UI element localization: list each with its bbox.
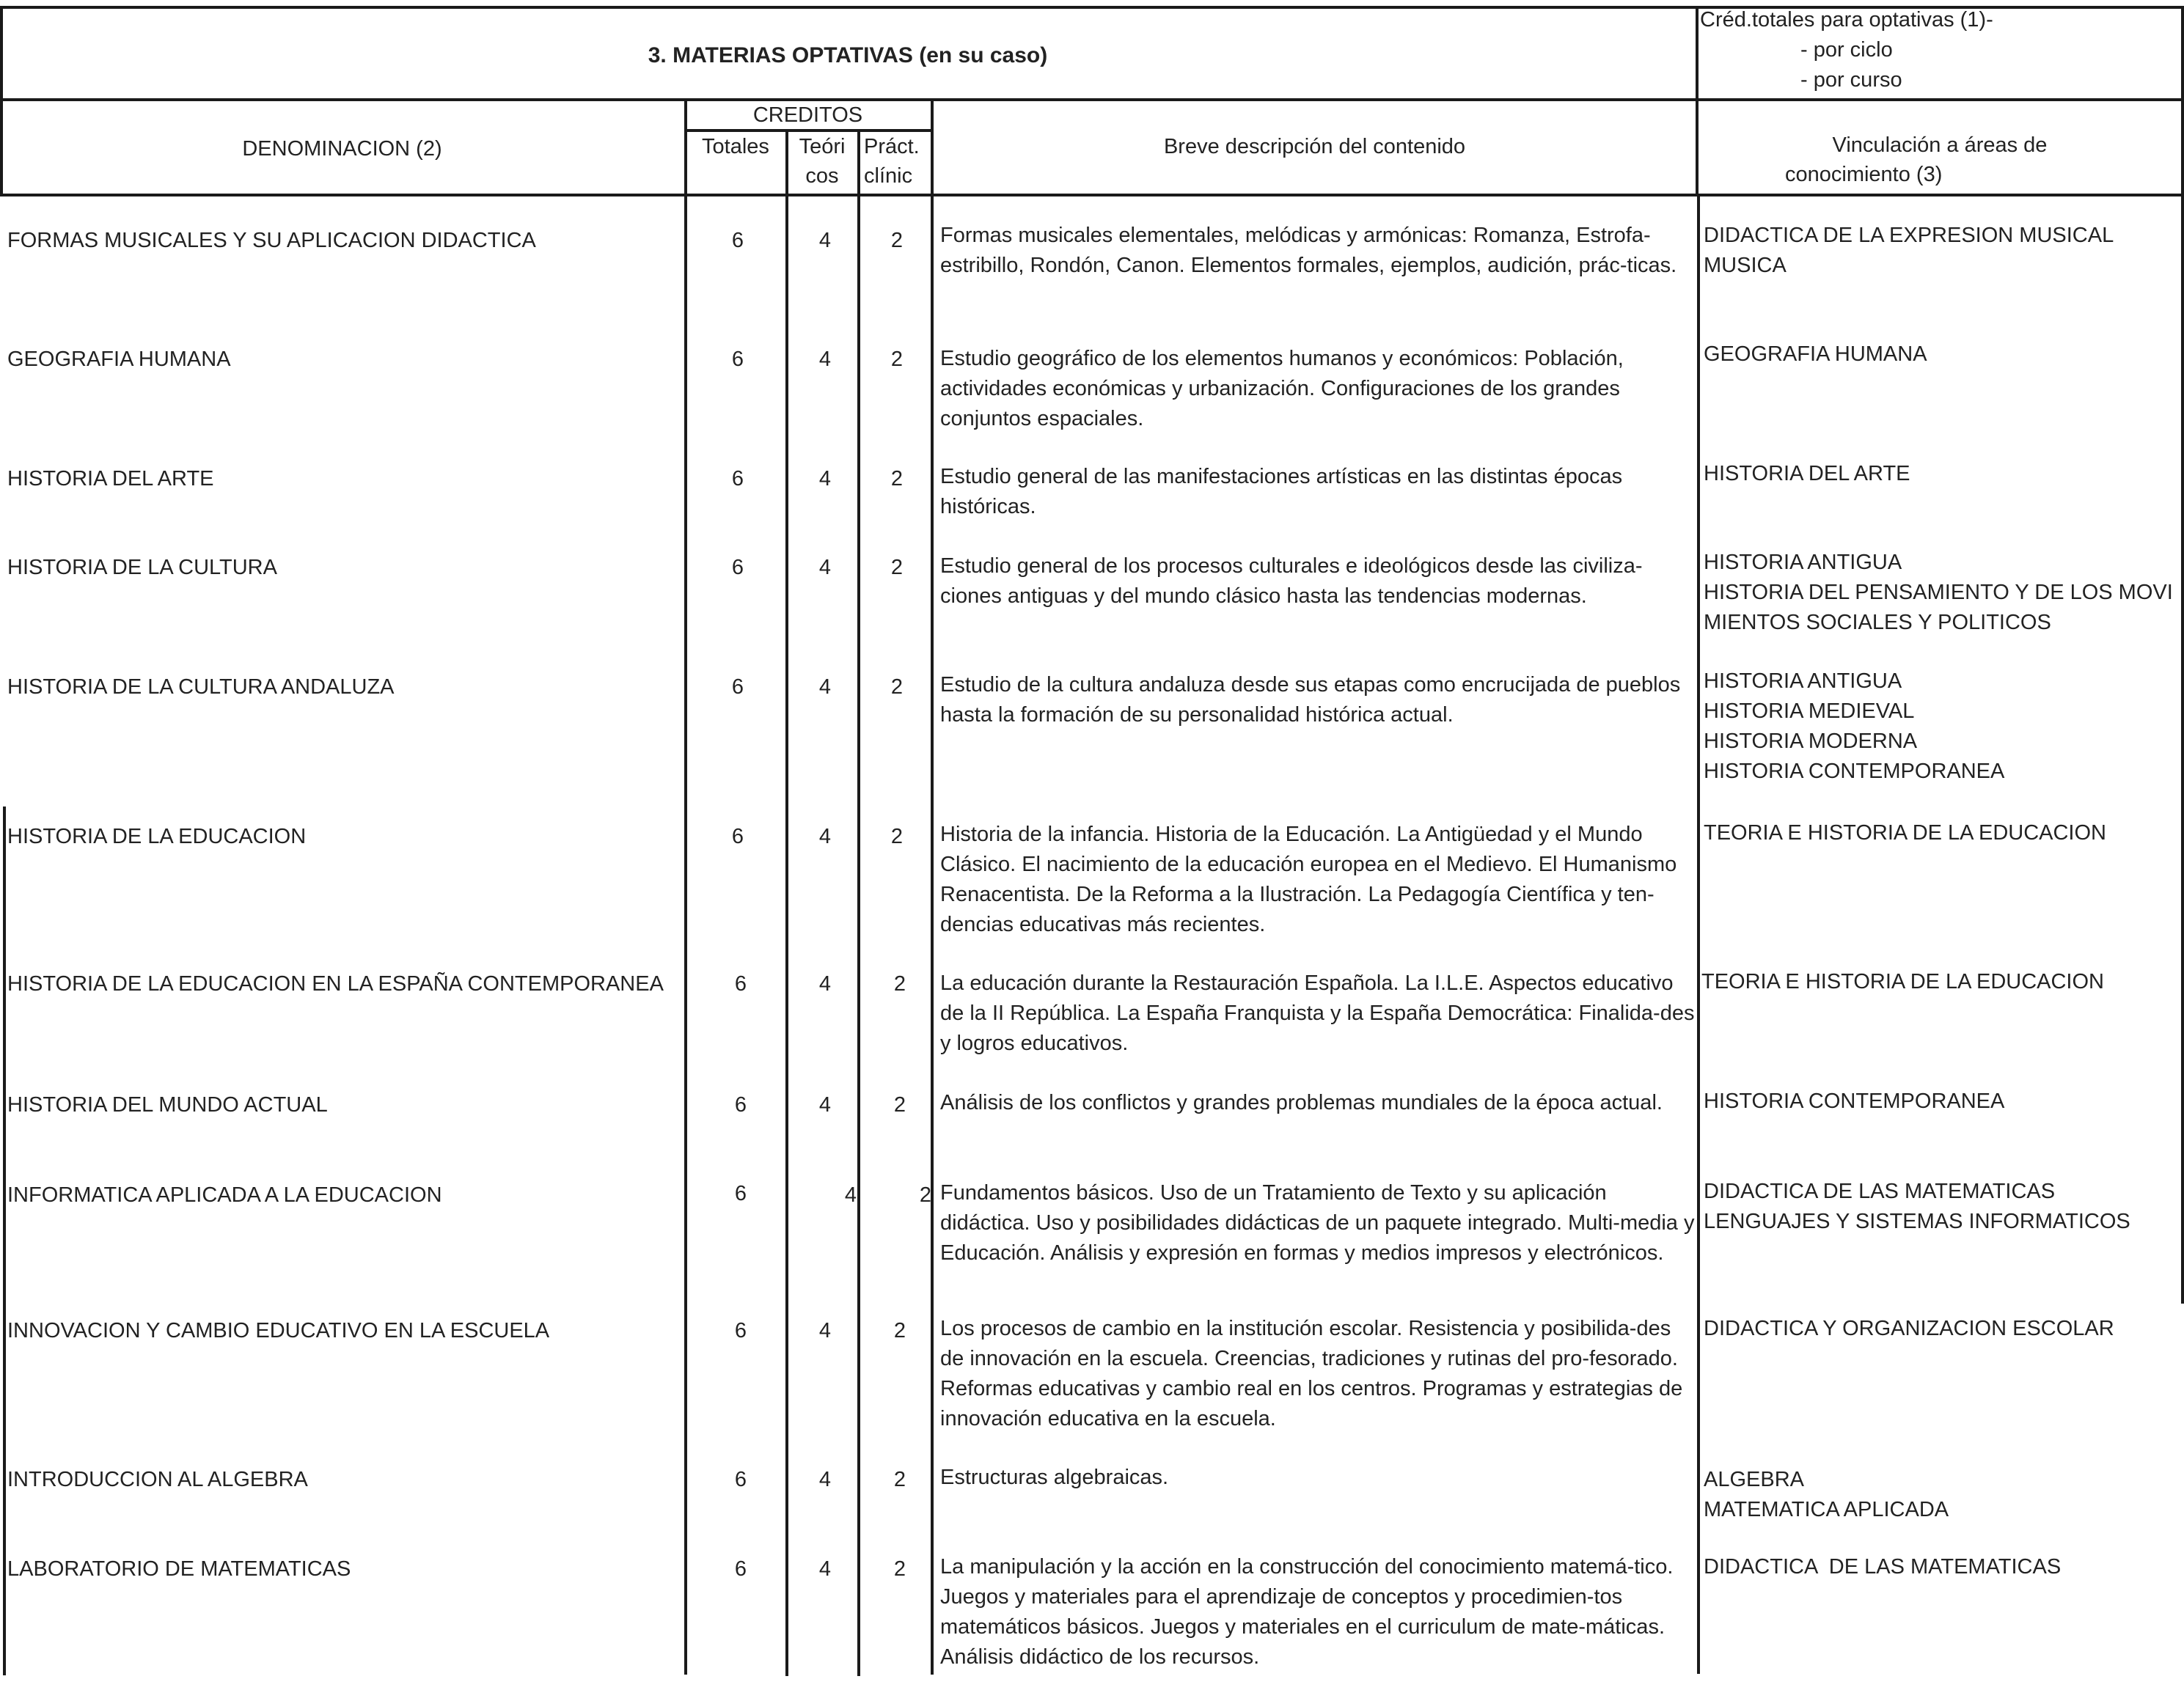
subject-description: Estructuras algebraicas. bbox=[940, 1466, 1169, 1489]
credits-practicos: 2 bbox=[919, 1183, 932, 1207]
knowledge-areas: DIDACTICA DE LAS MATEMATICAS LENGUAJES Y SISTEMAS INFORMATICOS bbox=[1704, 1180, 2130, 1233]
practicos-header-line-2: clínic bbox=[864, 164, 913, 188]
subject-description: Estudio geográfico de los elementos humanos y económicos: Población, actividades económicas y urbanización. Configuraciones de los grandes conjuntos espaciales. bbox=[940, 347, 1624, 430]
knowledge-areas: DIDACTICA DE LA EXPRESION MUSICAL MUSICA bbox=[1704, 224, 2114, 277]
knowledge-areas: TEORIA E HISTORIA DE LA EDUCACION bbox=[1701, 970, 2104, 993]
teoricos-left-border bbox=[785, 129, 788, 1676]
subject-name: GEOGRAFIA HUMANA bbox=[7, 348, 231, 371]
vinculacion-header-line-2: conocimiento (3) bbox=[1785, 163, 1943, 186]
subject-description: Los procesos de cambio en la institución escolar. Resistencia y posibilida-des de innovación en la escuela. Creencias, tradiciones y rutinas del pro-fesorado. Reformas educativas y cambio real en los centros. Programas y estrategias de innovación educativa en la escuela. bbox=[940, 1317, 1683, 1430]
credits-totales: 6 bbox=[734, 1557, 747, 1581]
descripcion-header: Breve descripción del contenido bbox=[1163, 135, 1466, 158]
credits-practicos: 2 bbox=[893, 1557, 906, 1581]
credits-practicos: 2 bbox=[890, 348, 904, 371]
vinculacion-column-border bbox=[1696, 6, 1699, 196]
subject-name: FORMAS MUSICALES Y SU APLICACION DIDACTICA bbox=[7, 229, 536, 252]
creditos-note-line-1: Créd.totales para optativas (1)- bbox=[1700, 8, 1993, 32]
credits-totales: 6 bbox=[734, 1182, 747, 1205]
table-left-border-lower bbox=[3, 807, 6, 1675]
teoricos-header-line-2: cos bbox=[805, 164, 839, 188]
credits-practicos: 2 bbox=[890, 556, 904, 579]
credits-totales: 6 bbox=[734, 1319, 747, 1342]
credits-totales: 6 bbox=[734, 972, 747, 996]
totales-left-border bbox=[684, 98, 687, 1675]
subject-name: LABORATORIO DE MATEMATICAS bbox=[7, 1557, 351, 1581]
knowledge-areas: HISTORIA CONTEMPORANEA bbox=[1704, 1090, 2005, 1113]
table-right-border bbox=[2181, 6, 2184, 1304]
subject-description: Estudio general de las manifestaciones artísticas en las distintas épocas históricas. bbox=[940, 465, 1623, 518]
subject-name: HISTORIA DE LA CULTURA ANDALUZA bbox=[7, 675, 395, 699]
knowledge-areas: HISTORIA ANTIGUA HISTORIA MEDIEVAL HISTORIA MODERNA HISTORIA CONTEMPORANEA bbox=[1704, 669, 2005, 783]
knowledge-areas: HISTORIA ANTIGUA HISTORIA DEL PENSAMIENTO Y DE LOS MOVI MIENTOS SOCIALES Y POLITICOS bbox=[1704, 551, 2173, 634]
credits-teoricos: 4 bbox=[818, 675, 832, 699]
credits-totales: 6 bbox=[731, 675, 744, 699]
subject-name: HISTORIA DE LA CULTURA bbox=[7, 556, 277, 579]
subject-description: Historia de la infancia. Historia de la Educación. La Antigüedad y el Mundo Clásico. El nacimiento de la educación europea en el Medievo. El Humanismo Renacentista. De la Reforma a la Ilustración. La Pedagogía Científica y ten-dencias educativas más recientes. bbox=[940, 823, 1677, 936]
subject-description: La manipulación y la acción en la construcción del conocimiento matemá-tico. Juegos y materiales para el aprendizaje de conceptos y procedimien-tos matemáticos básicos. Juegos y materiales en el curriculum de mate-máticas. Análisis didáctico de los recursos. bbox=[940, 1555, 1674, 1669]
credits-teoricos: 4 bbox=[844, 1183, 857, 1207]
knowledge-areas: TEORIA E HISTORIA DE LA EDUCACION bbox=[1704, 821, 2106, 845]
credits-totales: 6 bbox=[731, 556, 744, 579]
credits-teoricos: 4 bbox=[818, 556, 832, 579]
credits-practicos: 2 bbox=[890, 467, 904, 491]
credits-teoricos: 4 bbox=[818, 1319, 832, 1342]
teoricos-header-line-1: Teóri bbox=[799, 135, 846, 158]
credits-totales: 6 bbox=[731, 229, 744, 252]
totales-header: Totales bbox=[702, 135, 769, 158]
credits-teoricos: 4 bbox=[818, 972, 832, 996]
subject-name: INTRODUCCION AL ALGEBRA bbox=[7, 1468, 308, 1491]
vinculacion-header-line-1: Vinculación a áreas de bbox=[1832, 133, 2048, 157]
subject-name: HISTORIA DEL ARTE bbox=[7, 467, 214, 491]
credits-teoricos: 4 bbox=[818, 1557, 832, 1581]
practicos-left-border bbox=[857, 129, 860, 1676]
subject-description: Formas musicales elementales, melódicas y armónicas: Romanza, Estrofa-estribillo, Rondón, Canon. Elementos formales, ejemplos, audición, prác-ticas. bbox=[940, 224, 1677, 277]
subject-description: Estudio de la cultura andaluza desde sus etapas como encrucijada de pueblos hasta la formación de su personalidad histórica actual. bbox=[940, 673, 1681, 727]
table-left-border bbox=[0, 6, 3, 196]
credits-practicos: 2 bbox=[890, 675, 904, 699]
subject-name: HISTORIA DE LA EDUCACION EN LA ESPAÑA CONTEMPORANEA bbox=[7, 972, 664, 996]
practicos-header-line-1: Práct. bbox=[864, 135, 920, 158]
denominacion-header: DENOMINACION (2) bbox=[242, 137, 442, 161]
knowledge-areas: ALGEBRA MATEMATICA APLICADA bbox=[1704, 1468, 1949, 1521]
creditos-note-line-2: - por ciclo bbox=[1800, 38, 1893, 62]
knowledge-areas: DIDACTICA DE LAS MATEMATICAS bbox=[1704, 1555, 2062, 1579]
header-bottom-border bbox=[0, 194, 2184, 196]
credits-teoricos: 4 bbox=[818, 1093, 832, 1117]
subject-name: HISTORIA DEL MUNDO ACTUAL bbox=[7, 1093, 328, 1117]
creditos-note-line-3: - por curso bbox=[1800, 68, 1902, 92]
credits-teoricos: 4 bbox=[818, 467, 832, 491]
credits-teoricos: 4 bbox=[818, 825, 832, 848]
credits-practicos: 2 bbox=[890, 229, 904, 252]
descripcion-left-border bbox=[931, 98, 934, 1675]
knowledge-areas: DIDACTICA Y ORGANIZACION ESCOLAR bbox=[1704, 1317, 2114, 1340]
subject-description: La educación durante la Restauración Española. La I.L.E. Aspectos educativo de la II República. La España Franquista y la España Democrática: Finalida-des y logros educativos. bbox=[940, 971, 1695, 1055]
subject-description: Fundamentos básicos. Uso de un Tratamiento de Texto y su aplicación didáctica. Uso y posibilidades didácticas de un paquete integrado. Multi-media y Educación. Análisis y expresión en formas y medios impresos y electrónicos. bbox=[940, 1181, 1695, 1265]
subject-name: INNOVACION Y CAMBIO EDUCATIVO EN LA ESCUELA bbox=[7, 1319, 550, 1342]
credits-totales: 6 bbox=[731, 348, 744, 371]
subject-description: Estudio general de los procesos culturales e ideológicos desde las civiliza-ciones antiguas y del mundo clásico hasta las tendencias modernas. bbox=[940, 554, 1643, 608]
credits-practicos: 2 bbox=[893, 1319, 906, 1342]
subject-name: INFORMATICA APLICADA A LA EDUCACION bbox=[7, 1183, 442, 1207]
credits-practicos: 2 bbox=[893, 1093, 906, 1117]
subject-description: Análisis de los conflictos y grandes problemas mundiales de la época actual. bbox=[940, 1091, 1663, 1114]
credits-practicos: 2 bbox=[893, 1468, 906, 1491]
knowledge-areas: GEOGRAFIA HUMANA bbox=[1704, 342, 1927, 366]
credits-practicos: 2 bbox=[893, 972, 906, 996]
knowledge-areas: HISTORIA DEL ARTE bbox=[1704, 462, 1910, 485]
credits-practicos: 2 bbox=[890, 825, 904, 848]
creditos-header: CREDITOS bbox=[752, 103, 863, 127]
subject-name: HISTORIA DE LA EDUCACION bbox=[7, 825, 307, 848]
credits-totales: 6 bbox=[731, 467, 744, 491]
credits-totales: 6 bbox=[734, 1093, 747, 1117]
title-row-bottom-border bbox=[0, 98, 2184, 101]
section-title: 3. MATERIAS OPTATIVAS (en su caso) bbox=[648, 43, 1048, 67]
credits-teoricos: 4 bbox=[818, 1468, 832, 1491]
credits-totales: 6 bbox=[734, 1468, 747, 1491]
credits-teoricos: 4 bbox=[818, 229, 832, 252]
credits-totales: 6 bbox=[731, 825, 744, 848]
credits-teoricos: 4 bbox=[818, 348, 832, 371]
